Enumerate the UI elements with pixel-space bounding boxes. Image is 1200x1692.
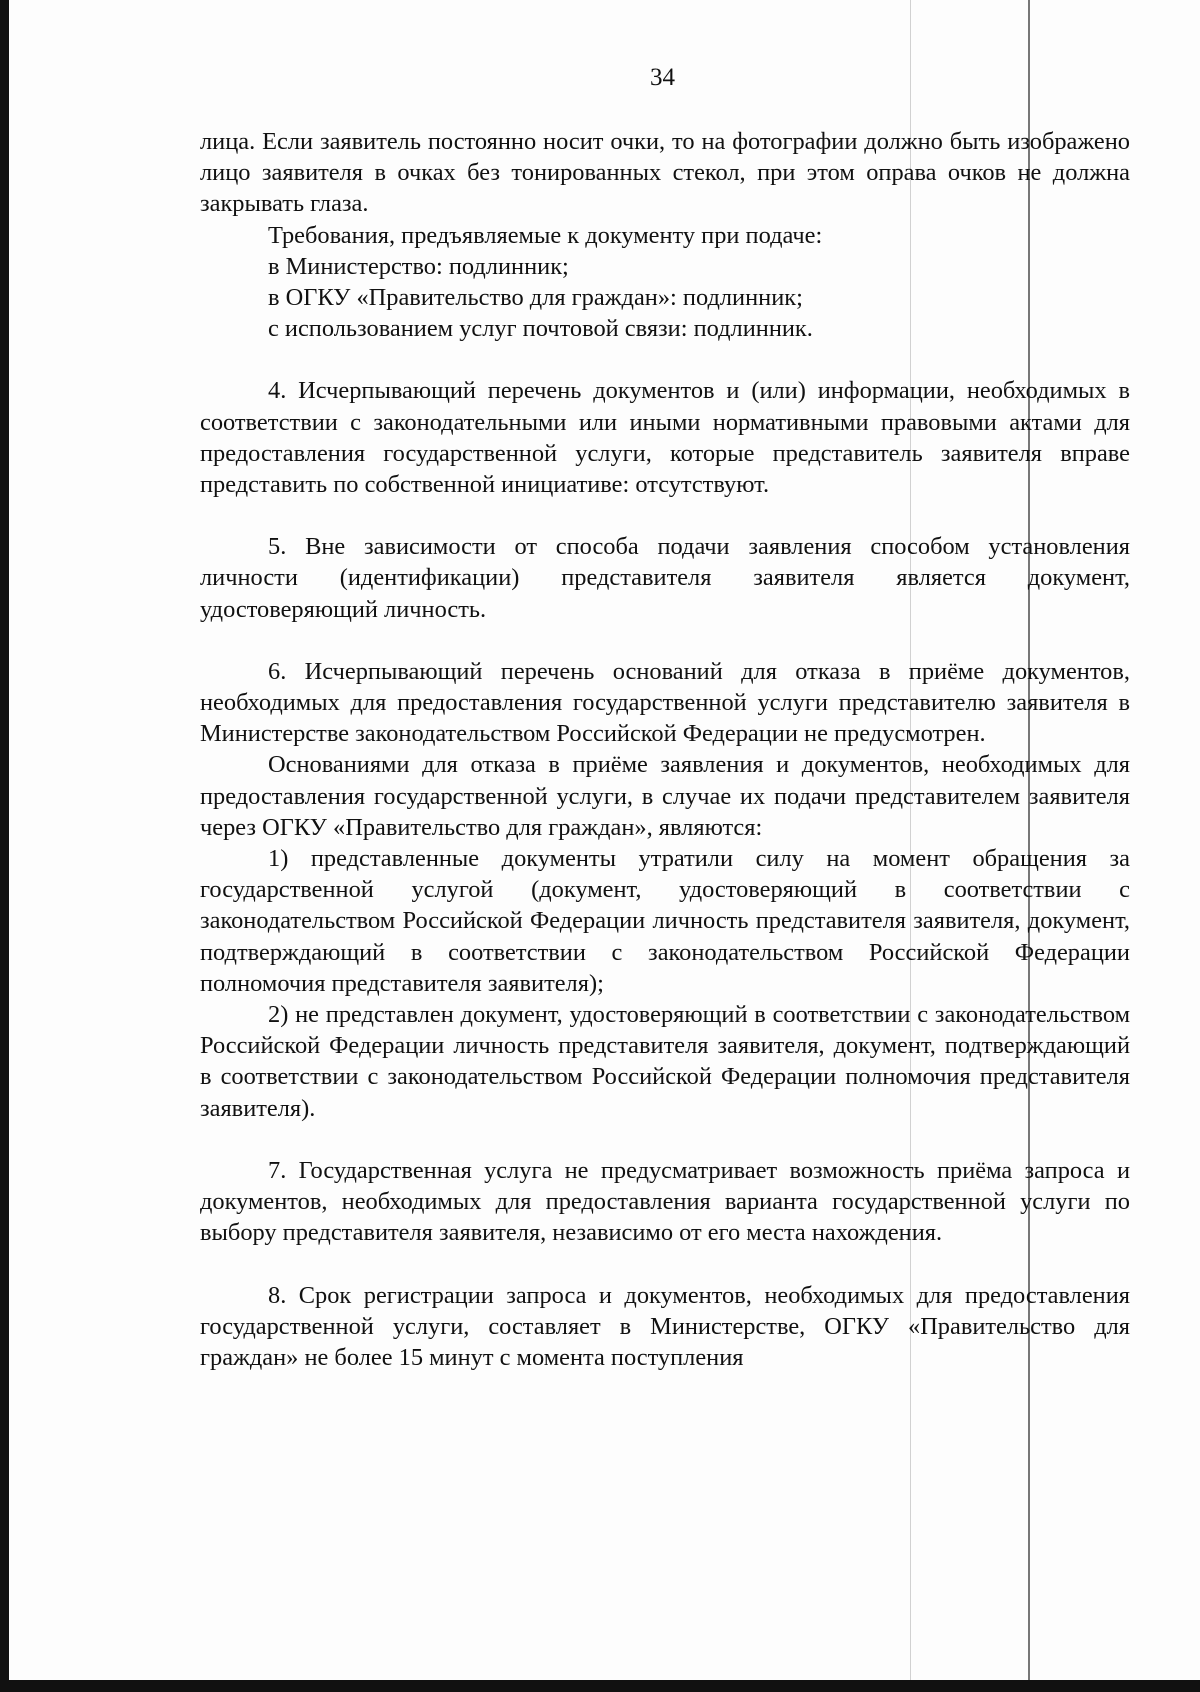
- paragraph-refusal-item-1: 1) представленные документы утратили силу на момент обращения за государственной услугой (документ, удостоверяющий в соответствии с законодательством Российской Федерации личность представителя заявителя, документ, подтверждающий в соответствии с законодательством Российской Федерации полномочия представителя заявителя);: [200, 845, 1130, 997]
- paragraph-photo-requirements: лица. Если заявитель постоянно носит очки, то на фотографии должно быть изображено лицо заявителя в очках без тонированных стекол, при этом оправа очков не должна закрывать глаза.: [200, 128, 1130, 218]
- paragraph-section-7: 7. Государственная услуга не предусматривает возможность приёма запроса и документов, необходимых для предоставления варианта государственной услуги по выбору представителя заявителя, независимо от его места нахождения.: [200, 1156, 1130, 1247]
- scan-edge-bottom: [0, 1680, 1200, 1692]
- document-body: [200, 126, 1130, 1373]
- paragraph-ogku-original: в ОГКУ «Правительство для граждан»: подлинник;: [268, 284, 803, 312]
- paragraph-section-4: 4. Исчерпывающий перечень документов и (или) информации, необходимых в соответствии с законодательными или иными нормативными правовыми актами для предоставления государственной услуги, которые представитель заявителя вправе представить по собственной инициативе: отсутствуют.: [200, 377, 1130, 499]
- paragraph-section-8: 8. Срок регистрации запроса и документов, необходимых для предоставления государственной услуги, составляет в Министерстве, ОГКУ «Правительство для граждан» не более 15 минут с момента поступления: [200, 1281, 1130, 1371]
- paragraph-submission-requirements: Требования, предъявляемые к документу при подаче:: [268, 221, 823, 249]
- paragraph-ministry-original: в Министерство: подлинник;: [268, 252, 569, 280]
- paragraph-section-5: 5. Вне зависимости от способа подачи заявления способом установления личности (идентификации) представителя заявителя является документ, удостоверяющий личность.: [200, 533, 1130, 623]
- paragraph-refusal-item-2: 2) не представлен документ, удостоверяющий в соответствии с законодательством Российской Федерации личность представителя заявителя, документ, подтверждающий в соответствии с законодательством Российской Федерации полномочия представителя заявителя).: [200, 1001, 1130, 1122]
- paragraph-postal-original: с использованием услуг почтовой связи: подлинник.: [268, 315, 813, 343]
- paragraph-refusal-grounds: Основаниями для отказа в приёме заявления и документов, необходимых для предоставления государственной услуги, в случае их подачи представителем заявителя через ОГКУ «Правительство для граждан», являются:: [200, 751, 1130, 841]
- paragraph-section-6: 6. Исчерпывающий перечень оснований для отказа в приёме документов, необходимых для предоставления государственной услуги представителю заявителя в Министерстве законодательством Российской Федерации не предусмотрен.: [200, 657, 1130, 748]
- scan-edge-left: [0, 0, 9, 1692]
- page-number: 34: [650, 64, 675, 91]
